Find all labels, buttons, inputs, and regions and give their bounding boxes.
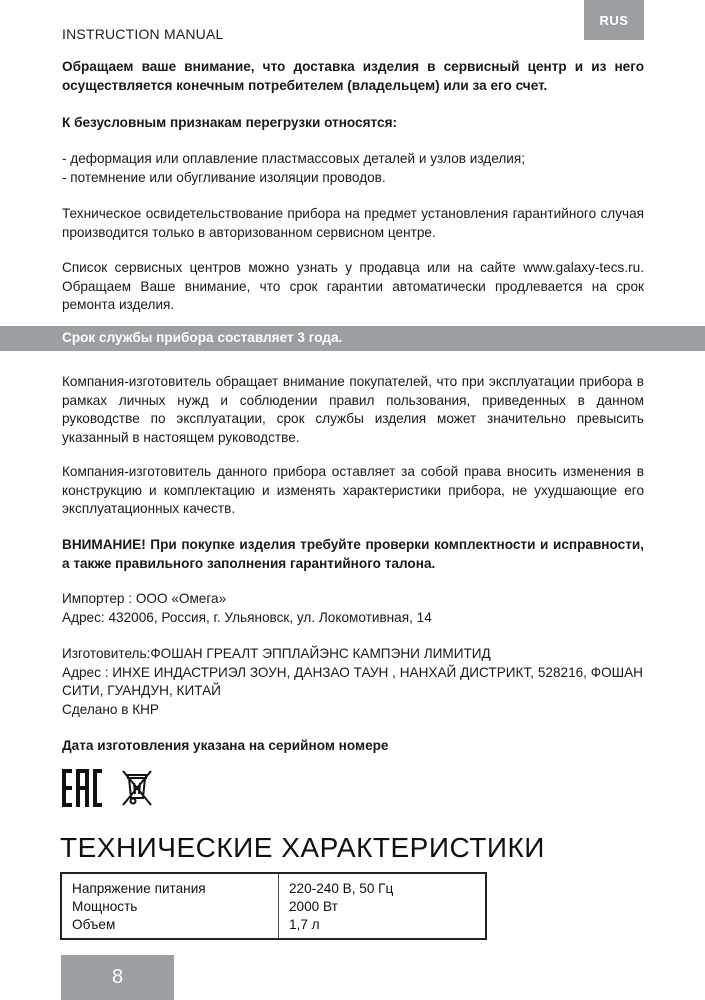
inspection-paragraph (62, 205, 644, 242)
service-life-note-text: Компания-изготовитель обращает внимание покупателей, что при эксплуатации прибора в рамках личных нужд и соблюдении правил пользования, приведенных в данном руководстве по эксплуатации, срок службы изделия может значительно превысить указанный в настоящем руководстве. (62, 374, 644, 445)
importer-name: Импортер : ООО «Омега» (62, 591, 227, 606)
importer-info (62, 590, 644, 627)
made-in: Сделано в КНР (62, 701, 159, 717)
spec-name: Объем (72, 917, 116, 932)
spec-value: 2000 Вт (289, 899, 338, 914)
manufacturer-name: Изготовитель:ФОШАН ГРЕАЛТ ЭППЛАЙЭНС КАМПЭНИ ЛИМИТИД (62, 646, 491, 661)
language-tab: RUS (584, 0, 644, 40)
manufacturer-info (62, 645, 644, 719)
spec-value: 1,7 л (289, 917, 320, 932)
changes-note-text: Компания-изготовитель данного прибора оставляет за собой права вносить изменения в конструкцию и комплектацию и изменять характеристики прибора, не ухудшающие его эксплуатационных качеств. (62, 464, 644, 516)
service-life-note (62, 373, 644, 447)
delivery-notice-text: Обращаем ваше внимание, что доставка изделия в сервисный центр и из него осуществляется конечным потребителем (владельцем) или за его счет. (62, 59, 644, 93)
overload-heading (62, 114, 644, 133)
delivery-notice (62, 58, 644, 95)
list-item: - потемнение или обугливание изоляции проводов. (62, 169, 386, 185)
spec-value: 220-240 В, 50 Гц (289, 881, 394, 896)
service-centers-paragraph (62, 259, 644, 315)
list-item: - деформация или оплавление пластмассовых деталей и узлов изделия; (62, 151, 525, 166)
inspection-text: Техническое освидетельствование прибора на предмет установления гарантийного случая производится только в авторизованном сервисном центре. (62, 206, 644, 240)
manufacture-date-note-text: Дата изготовления указана на серийном номере (62, 738, 389, 753)
spec-name: Мощность (72, 899, 138, 914)
table-row (61, 873, 486, 939)
manufacture-date-note (62, 737, 644, 756)
specifications-title: ТЕХНИЧЕСКИЕ ХАРАКТЕРИСТИКИ (60, 832, 545, 863)
attention-note-text: ВНИМАНИЕ! При покупке изделия требуйте проверки комплектности и исправности, а также правильного заполнения гарантийного талона. (62, 537, 644, 571)
overload-signs-list (62, 150, 644, 187)
eac-mark-icon (62, 768, 102, 808)
page-number: 8 (61, 955, 174, 1000)
service-life-banner (0, 326, 705, 351)
manual-title: INSTRUCTION MANUAL (62, 26, 224, 42)
service-centers-text: Список сервисных центров можно узнать у продавца или на сайте www.galaxy-tecs.ru. Обращаем Ваше внимание, что срок гарантии автоматически продлевается на срок ремонта изделия. (62, 260, 644, 312)
importer-address: Адрес: 432006, Россия, г. Ульяновск, ул. Локомотивная, 14 (62, 609, 432, 625)
service-life-banner-text: Срок службы прибора составляет 3 года. (62, 330, 343, 345)
spec-name: Напряжение питания (72, 881, 206, 896)
crossed-out-wheelie-bin-icon (120, 768, 154, 808)
spec-names-cell (61, 873, 279, 939)
specifications-table (60, 872, 487, 940)
attention-note (62, 536, 644, 573)
spec-values-cell (279, 873, 487, 939)
changes-note (62, 463, 644, 519)
manufacturer-address: Адрес : ИНХЕ ИНДАСТРИЭЛ ЗОУН, ДАНЗАО ТАУН , НАНХАЙ ДИСТРИКТ, 528216, ФОШАН СИТИ, ГУАНДУН, КИТАЙ (62, 664, 643, 698)
overload-heading-text: К безусловным признакам перегрузки относятся: (62, 115, 398, 130)
